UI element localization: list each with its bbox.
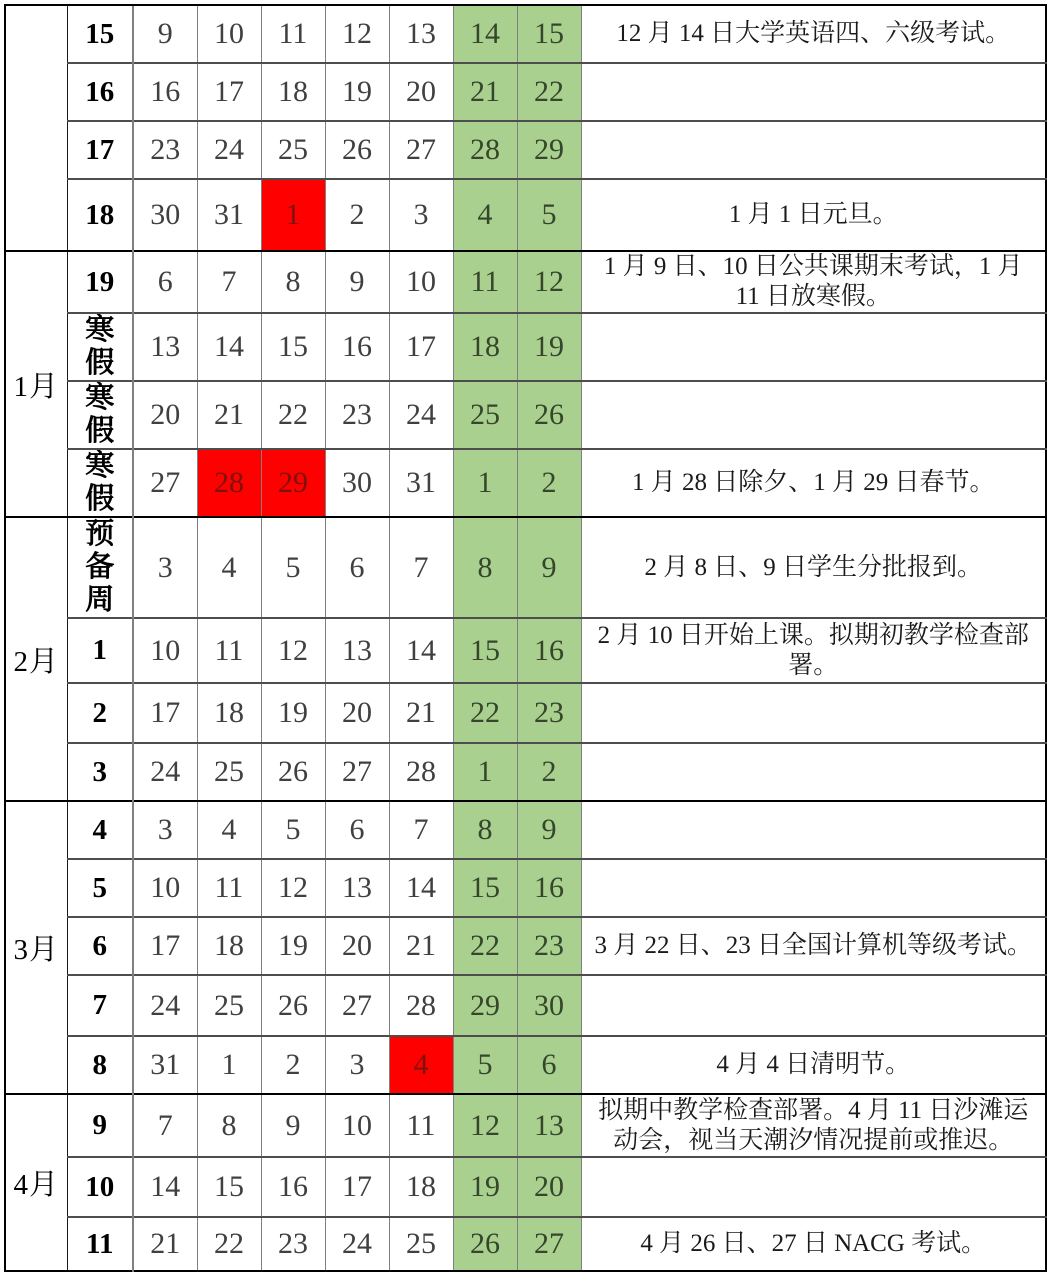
calendar-row [5, 5, 1046, 63]
weekend-day-cell: 2 [517, 449, 581, 517]
week-number-cell: 17 [67, 121, 133, 179]
day-cell: 24 [389, 381, 453, 449]
calendar-row [5, 801, 1046, 859]
month-cell: 1月 [5, 251, 67, 517]
weekend-day-cell: 16 [517, 618, 581, 683]
note-cell [581, 801, 1046, 859]
day-cell: 21 [389, 683, 453, 743]
day-cell: 7 [389, 801, 453, 859]
week-number-cell: 4 [67, 801, 133, 859]
calendar-row [5, 251, 1046, 313]
weekend-day-cell: 12 [453, 1094, 517, 1157]
day-cell: 2 [261, 1036, 325, 1094]
day-cell: 18 [197, 683, 261, 743]
day-cell: 20 [325, 683, 389, 743]
day-cell: 18 [389, 1157, 453, 1217]
weekend-day-cell: 8 [453, 801, 517, 859]
calendar-row [5, 517, 1046, 618]
day-cell: 24 [133, 743, 197, 801]
week-number-cell: 9 [67, 1094, 133, 1157]
day-cell: 21 [133, 1217, 197, 1271]
holiday-day-cell: 29 [261, 449, 325, 517]
note-cell [581, 381, 1046, 449]
weekend-day-cell: 22 [517, 63, 581, 121]
day-cell: 17 [389, 313, 453, 381]
week-number-cell: 10 [67, 1157, 133, 1217]
calendar-row [5, 1036, 1046, 1094]
weekend-day-cell: 22 [453, 917, 517, 975]
day-cell: 19 [261, 683, 325, 743]
day-cell: 3 [133, 517, 197, 618]
day-cell: 9 [325, 251, 389, 313]
note-cell: 12 月 14 日大学英语四、六级考试。 [581, 5, 1046, 63]
weekend-day-cell: 20 [517, 1157, 581, 1217]
weekend-day-cell: 28 [453, 121, 517, 179]
day-cell: 25 [261, 121, 325, 179]
day-cell: 1 [197, 1036, 261, 1094]
calendar-row [5, 743, 1046, 801]
weekend-day-cell: 15 [453, 618, 517, 683]
day-cell: 22 [197, 1217, 261, 1271]
calendar-row [5, 1157, 1046, 1217]
day-cell: 7 [389, 517, 453, 618]
weekend-day-cell: 29 [517, 121, 581, 179]
day-cell: 30 [325, 449, 389, 517]
day-cell: 21 [197, 381, 261, 449]
day-cell: 14 [197, 313, 261, 381]
day-cell: 10 [389, 251, 453, 313]
week-number-cell: 预 备 周 [67, 517, 133, 618]
holiday-day-cell: 1 [261, 179, 325, 251]
day-cell: 26 [325, 121, 389, 179]
day-cell: 15 [261, 313, 325, 381]
note-cell: 2 月 10 日开始上课。拟期初教学检查部署。 [581, 618, 1046, 683]
month-cell: 3月 [5, 801, 67, 1094]
weekend-day-cell: 16 [517, 859, 581, 917]
holiday-day-cell: 28 [197, 449, 261, 517]
note-cell [581, 743, 1046, 801]
note-cell: 4 月 4 日清明节。 [581, 1036, 1046, 1094]
day-cell: 31 [389, 449, 453, 517]
week-number-cell: 2 [67, 683, 133, 743]
weekend-day-cell: 21 [453, 63, 517, 121]
weekend-day-cell: 15 [517, 5, 581, 63]
day-cell: 9 [133, 5, 197, 63]
day-cell: 27 [325, 743, 389, 801]
day-cell: 11 [197, 859, 261, 917]
day-cell: 17 [325, 1157, 389, 1217]
weekend-day-cell: 18 [453, 313, 517, 381]
weekend-day-cell: 23 [517, 917, 581, 975]
week-number-cell: 15 [67, 5, 133, 63]
weekend-day-cell: 30 [517, 975, 581, 1036]
day-cell: 7 [133, 1094, 197, 1157]
day-cell: 4 [197, 517, 261, 618]
note-cell [581, 121, 1046, 179]
week-number-cell: 寒 假 [67, 381, 133, 449]
day-cell: 17 [197, 63, 261, 121]
day-cell: 8 [261, 251, 325, 313]
day-cell: 25 [197, 743, 261, 801]
week-number-cell: 1 [67, 618, 133, 683]
day-cell: 19 [261, 917, 325, 975]
weekend-day-cell: 22 [453, 683, 517, 743]
day-cell: 10 [325, 1094, 389, 1157]
day-cell: 5 [261, 801, 325, 859]
day-cell: 27 [389, 121, 453, 179]
calendar-row [5, 618, 1046, 683]
day-cell: 17 [133, 917, 197, 975]
day-cell: 14 [133, 1157, 197, 1217]
month-cell: 2月 [5, 517, 67, 801]
academic-calendar-table [4, 4, 1047, 1272]
day-cell: 22 [261, 381, 325, 449]
calendar-row [5, 449, 1046, 517]
holiday-day-cell: 4 [389, 1036, 453, 1094]
weekend-day-cell: 25 [453, 381, 517, 449]
day-cell: 24 [197, 121, 261, 179]
day-cell: 6 [325, 801, 389, 859]
day-cell: 7 [197, 251, 261, 313]
weekend-day-cell: 11 [453, 251, 517, 313]
day-cell: 12 [261, 859, 325, 917]
weekend-day-cell: 29 [453, 975, 517, 1036]
week-number-cell: 寒 假 [67, 313, 133, 381]
week-number-cell: 3 [67, 743, 133, 801]
weekend-day-cell: 14 [453, 5, 517, 63]
day-cell: 15 [197, 1157, 261, 1217]
calendar-row [5, 313, 1046, 381]
week-number-cell: 16 [67, 63, 133, 121]
day-cell: 23 [325, 381, 389, 449]
day-cell: 8 [197, 1094, 261, 1157]
weekend-day-cell: 9 [517, 517, 581, 618]
day-cell: 2 [325, 179, 389, 251]
day-cell: 3 [389, 179, 453, 251]
day-cell: 4 [197, 801, 261, 859]
day-cell: 28 [389, 975, 453, 1036]
note-cell [581, 859, 1046, 917]
note-cell: 拟期中教学检查部署。4 月 11 日沙滩运动会，视当天潮汐情况提前或推迟。 [581, 1094, 1046, 1157]
day-cell: 24 [325, 1217, 389, 1271]
day-cell: 18 [261, 63, 325, 121]
note-cell: 1 月 28 日除夕、1 月 29 日春节。 [581, 449, 1046, 517]
weekend-day-cell: 2 [517, 743, 581, 801]
day-cell: 25 [389, 1217, 453, 1271]
day-cell: 10 [197, 5, 261, 63]
day-cell: 16 [261, 1157, 325, 1217]
note-cell: 1 月 1 日元旦。 [581, 179, 1046, 251]
week-number-cell: 19 [67, 251, 133, 313]
day-cell: 16 [325, 313, 389, 381]
calendar-row [5, 121, 1046, 179]
day-cell: 31 [197, 179, 261, 251]
calendar-row [5, 1094, 1046, 1157]
day-cell: 25 [197, 975, 261, 1036]
day-cell: 27 [133, 449, 197, 517]
day-cell: 10 [133, 859, 197, 917]
weekend-day-cell: 13 [517, 1094, 581, 1157]
weekend-day-cell: 5 [517, 179, 581, 251]
day-cell: 26 [261, 975, 325, 1036]
day-cell: 20 [325, 917, 389, 975]
note-cell [581, 63, 1046, 121]
weekend-day-cell: 12 [517, 251, 581, 313]
day-cell: 10 [133, 618, 197, 683]
note-cell: 3 月 22 日、23 日全国计算机等级考试。 [581, 917, 1046, 975]
day-cell: 31 [133, 1036, 197, 1094]
calendar-row [5, 683, 1046, 743]
weekend-day-cell: 23 [517, 683, 581, 743]
note-cell [581, 313, 1046, 381]
note-cell [581, 683, 1046, 743]
weekend-day-cell: 8 [453, 517, 517, 618]
note-cell: 1 月 9 日、10 日公共课期末考试，1 月 11 日放寒假。 [581, 251, 1046, 313]
weekend-day-cell: 19 [453, 1157, 517, 1217]
weekend-day-cell: 1 [453, 449, 517, 517]
day-cell: 21 [389, 917, 453, 975]
weekend-day-cell: 19 [517, 313, 581, 381]
calendar-row [5, 63, 1046, 121]
weekend-day-cell: 27 [517, 1217, 581, 1271]
day-cell: 13 [325, 618, 389, 683]
day-cell: 12 [261, 618, 325, 683]
day-cell: 24 [133, 975, 197, 1036]
week-number-cell: 7 [67, 975, 133, 1036]
day-cell: 11 [389, 1094, 453, 1157]
weekend-day-cell: 9 [517, 801, 581, 859]
weekend-day-cell: 6 [517, 1036, 581, 1094]
calendar-row [5, 917, 1046, 975]
day-cell: 20 [133, 381, 197, 449]
day-cell: 27 [325, 975, 389, 1036]
month-cell: 4月 [5, 1094, 67, 1271]
week-number-cell: 11 [67, 1217, 133, 1271]
weekend-day-cell: 4 [453, 179, 517, 251]
day-cell: 13 [325, 859, 389, 917]
weekend-day-cell: 15 [453, 859, 517, 917]
day-cell: 14 [389, 859, 453, 917]
note-cell: 4 月 26 日、27 日 NACG 考试。 [581, 1217, 1046, 1271]
day-cell: 28 [389, 743, 453, 801]
week-number-cell: 5 [67, 859, 133, 917]
weekend-day-cell: 5 [453, 1036, 517, 1094]
calendar-row [5, 179, 1046, 251]
day-cell: 14 [389, 618, 453, 683]
day-cell: 17 [133, 683, 197, 743]
week-number-cell: 8 [67, 1036, 133, 1094]
day-cell: 13 [389, 5, 453, 63]
day-cell: 20 [389, 63, 453, 121]
weekend-day-cell: 26 [453, 1217, 517, 1271]
calendar-row [5, 859, 1046, 917]
day-cell: 30 [133, 179, 197, 251]
day-cell: 16 [133, 63, 197, 121]
note-cell: 2 月 8 日、9 日学生分批报到。 [581, 517, 1046, 618]
month-cell [5, 5, 67, 251]
day-cell: 11 [197, 618, 261, 683]
note-cell [581, 975, 1046, 1036]
day-cell: 3 [325, 1036, 389, 1094]
week-number-cell: 寒 假 [67, 449, 133, 517]
day-cell: 6 [325, 517, 389, 618]
day-cell: 13 [133, 313, 197, 381]
day-cell: 6 [133, 251, 197, 313]
day-cell: 18 [197, 917, 261, 975]
day-cell: 3 [133, 801, 197, 859]
week-number-cell: 6 [67, 917, 133, 975]
calendar-row [5, 1217, 1046, 1271]
calendar-row [5, 381, 1046, 449]
day-cell: 26 [261, 743, 325, 801]
weekend-day-cell: 1 [453, 743, 517, 801]
calendar-body [5, 5, 1046, 1271]
calendar-row [5, 975, 1046, 1036]
day-cell: 12 [325, 5, 389, 63]
day-cell: 9 [261, 1094, 325, 1157]
weekend-day-cell: 26 [517, 381, 581, 449]
day-cell: 11 [261, 5, 325, 63]
day-cell: 5 [261, 517, 325, 618]
week-number-cell: 18 [67, 179, 133, 251]
day-cell: 23 [133, 121, 197, 179]
day-cell: 23 [261, 1217, 325, 1271]
note-cell [581, 1157, 1046, 1217]
day-cell: 19 [325, 63, 389, 121]
